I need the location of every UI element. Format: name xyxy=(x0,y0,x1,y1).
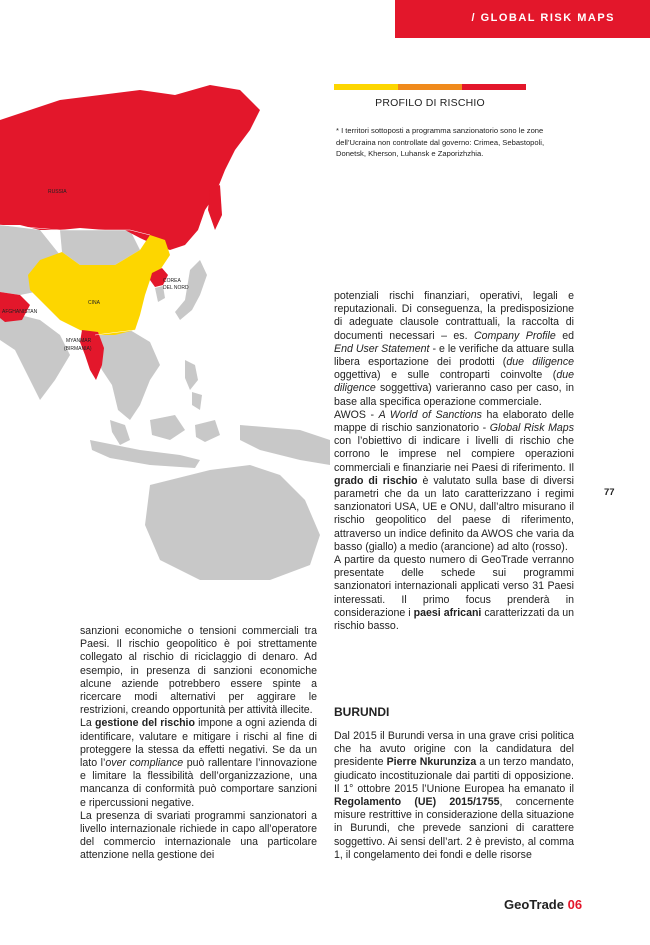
russia-shape xyxy=(0,85,260,250)
bold-term: paesi africani xyxy=(413,606,482,619)
map-label-myanmar-1: MYANMAR xyxy=(66,338,92,344)
issue-number: 06 xyxy=(567,897,583,912)
footer-brand xyxy=(504,897,582,912)
right-column-bottom xyxy=(334,730,574,862)
right-paragraph-3 xyxy=(334,554,574,633)
text-span: oggettiva) e sulle controparti coinvolte ( xyxy=(334,369,557,382)
risk-profile-title: PROFILO DI RISCHIO xyxy=(375,97,485,109)
brand-name: GeoTrade xyxy=(504,897,564,912)
text-span: può rallentare l’innovazione e limitare la flessibilità dell’organizzazione, una mancanza di conformità può comportare sanzioni e ripercussioni negative. xyxy=(80,757,317,809)
italic-term: A World of Sanctions xyxy=(378,408,482,421)
map-label-china: CINA xyxy=(88,300,100,306)
text-span: AWOS - xyxy=(334,408,379,421)
text-span: caratterizzati da un rischio basso. xyxy=(334,606,575,633)
left-paragraph-1: sanzioni economiche o tensioni commerciali tra Paesi. Il rischio geopolitico è poi strettamente collegato al rischio di riciclaggio di denaro. Ad esempio, in presenza di sanzioni economiche alcune aziende potrebbero essere spinte a ricercare modi alternativi per aggirare le restrizioni, creando opportunità per attività illecite. xyxy=(80,625,317,717)
text-span: - e le verifiche da attuare sulla libera esportazione dei prodotti ( xyxy=(334,342,574,369)
risk-medium-swatch xyxy=(398,84,462,90)
right-paragraph-2 xyxy=(334,409,574,554)
text-span: soggettiva) varieranno caso per caso, in base alla specifica operazione commerciale. xyxy=(334,382,574,408)
map-label-afghanistan: AFGHANISTAN xyxy=(2,309,38,315)
text-span: A partire da questo numero di GeoTrade verranno presentate delle schede sui programmi sanzionatori internazionali applicati verso 31 Paesi interessati. Il primo focus prenderà in considerazione i xyxy=(334,554,574,619)
left-paragraph-3: La presenza di svariati programmi sanzionatori a livello internazionale richiede in capo all’operatore del commercio internazionale una particolare attenzione nella gestione dei xyxy=(80,809,317,862)
map-label-myanmar-2: (BIRMANIA) xyxy=(64,346,92,352)
text-span: ha elaborato delle mappe di rischio sanzionatorio - xyxy=(334,408,574,435)
text-span: impone a ogni azienda di identificare, valutare e mitigare i rischi al fine di proteggere la stessa da effetti negativi. Se da un lato l’ xyxy=(80,717,317,770)
italic-term: over compliance xyxy=(105,757,184,770)
bold-term: gestione del rischio xyxy=(94,717,195,730)
left-column xyxy=(80,625,317,863)
bold-term: Pierre Nkurunziza xyxy=(386,756,477,769)
risk-high-swatch xyxy=(462,84,526,90)
map-label-north-korea-1: COREA xyxy=(163,278,181,284)
right-column-top xyxy=(334,290,574,633)
text-span: a un terzo mandato, giudicato incostituzionale dai partiti di opposizione. Il 1° ottobre 2015 l’Unione Europea ha emanato il xyxy=(334,756,574,795)
risk-map xyxy=(0,80,330,580)
map-label-russia: RUSSIA xyxy=(48,189,67,195)
text-span: potenziali rischi finanziari, operativi, legali e reputazionali. Di conseguenza, la predisposizione di adeguate clausole contrattuali, la raccolta di documenti necessari – es. xyxy=(334,290,574,342)
bold-term: grado di rischio xyxy=(334,474,418,487)
text-span: Dal 2015 il Burundi versa in una grave crisi politica che ha avuto origine con la candidatura del presidente xyxy=(334,730,574,769)
left-paragraph-2 xyxy=(80,717,317,809)
section-heading-burundi: BURUNDI xyxy=(334,705,390,719)
header-bar xyxy=(395,0,650,38)
italic-term: Global Risk Maps xyxy=(489,422,574,435)
risk-note: * I territori sottoposti a programma sanzionatorio sono le zone dell’Ucraina non controllate dal governo: Crimea, Sebastopoli, Donetsk, Kherson, Luhansk e Zaporizhzhia. xyxy=(336,126,545,159)
section-title: / GLOBAL RISK MAPS xyxy=(471,12,615,24)
italic-term: due diligence xyxy=(334,369,574,395)
text-span: , concernente misure restrittive in considerazione della situazione in Burundi, che prevede sanzioni di carattere soggettivo. Ai sensi dell’art. 2 è previsto, al comma 1, il congelamento dei fondi e delle risorse xyxy=(334,796,574,861)
italic-term: End User Statement xyxy=(334,342,430,355)
page-number: 77 xyxy=(604,487,615,498)
text-span: con l’obiettivo di indicare i livelli di rischio che corrono le imprese nel compiere operazioni commerciali e finanziarie nei Paesi di riferimento. Il xyxy=(334,435,574,474)
bold-term: Regolamento (UE) 2015/1755 xyxy=(334,796,500,809)
italic-term: Company Profile xyxy=(473,329,556,342)
italic-term: due diligence xyxy=(506,356,575,369)
map-label-north-korea-2: DEL NORD xyxy=(163,285,189,291)
burundi-paragraph xyxy=(334,730,574,862)
text-span: è valutato sulla base di diversi parametri che da un lato caratterizzano i regimi sanzionatori USA, UE e ONU, dall’altro misurano il rischio geopolitico del paese di riferimento, attraverso un indice definito da AWOS che varia da basso (giallo) a medio (arancione) ad alto (rosso). xyxy=(334,474,574,553)
risk-low-swatch xyxy=(334,84,398,90)
text-span: ed xyxy=(555,329,575,342)
right-paragraph-1 xyxy=(334,290,574,409)
text-span: La xyxy=(80,717,95,730)
risk-legend-bar xyxy=(334,84,526,90)
